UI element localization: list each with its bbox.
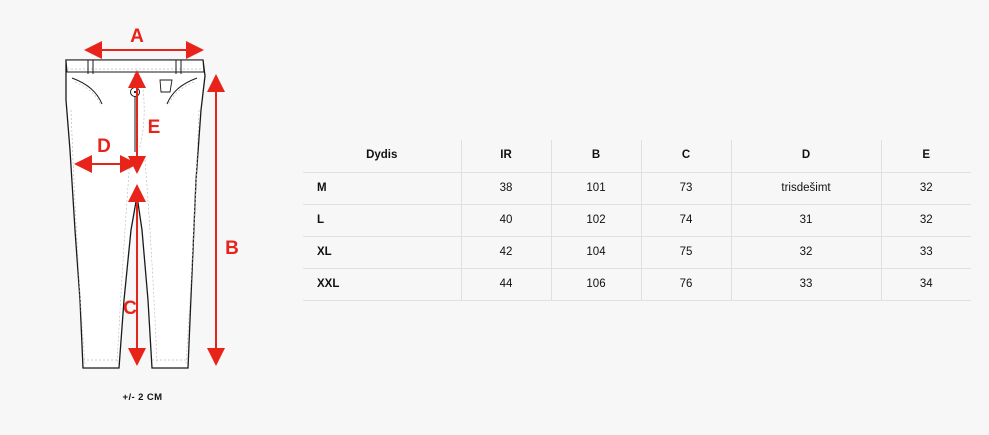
trousers-outline-group <box>66 60 205 368</box>
label-c: C <box>123 298 137 319</box>
column-header-d: D <box>731 140 881 173</box>
cell-e: 34 <box>881 269 971 301</box>
cell-d: 33 <box>731 269 881 301</box>
cell-c: 76 <box>641 269 731 301</box>
waist-button-hole <box>134 91 136 93</box>
cell-ir: 44 <box>461 269 551 301</box>
waistband-line <box>66 60 204 72</box>
trousers-diagram-panel <box>0 0 285 435</box>
cell-size: XXL <box>303 269 461 301</box>
label-d: D <box>97 136 111 157</box>
label-a: A <box>130 26 144 47</box>
cell-size: L <box>303 205 461 237</box>
label-e: E <box>147 117 161 138</box>
cell-c: 75 <box>641 237 731 269</box>
cell-b: 104 <box>551 237 641 269</box>
size-table-panel <box>285 0 989 435</box>
size-table <box>303 140 971 301</box>
cell-b: 101 <box>551 173 641 205</box>
table-row <box>303 205 971 237</box>
cell-e: 32 <box>881 205 971 237</box>
cell-d: 32 <box>731 237 881 269</box>
trousers-measurement-diagram <box>0 0 285 435</box>
table-row <box>303 173 971 205</box>
column-header-b: B <box>551 140 641 173</box>
cell-ir: 42 <box>461 237 551 269</box>
cell-ir: 40 <box>461 205 551 237</box>
table-header-row <box>303 140 971 173</box>
cell-size: XL <box>303 237 461 269</box>
cell-d: 31 <box>731 205 881 237</box>
cell-c: 73 <box>641 173 731 205</box>
column-header-c: C <box>641 140 731 173</box>
tolerance-note: +/- 2 CM <box>122 392 163 403</box>
cell-b: 102 <box>551 205 641 237</box>
cell-d: trisdešimt <box>731 173 881 205</box>
column-header-e: E <box>881 140 971 173</box>
table-row <box>303 269 971 301</box>
column-header-ir: IR <box>461 140 551 173</box>
cell-size: M <box>303 173 461 205</box>
column-header-size: Dydis <box>303 140 461 173</box>
cell-ir: 38 <box>461 173 551 205</box>
cell-e: 32 <box>881 173 971 205</box>
cell-b: 106 <box>551 269 641 301</box>
cell-c: 74 <box>641 205 731 237</box>
cell-e: 33 <box>881 237 971 269</box>
table-row <box>303 237 971 269</box>
label-b: B <box>225 238 239 259</box>
